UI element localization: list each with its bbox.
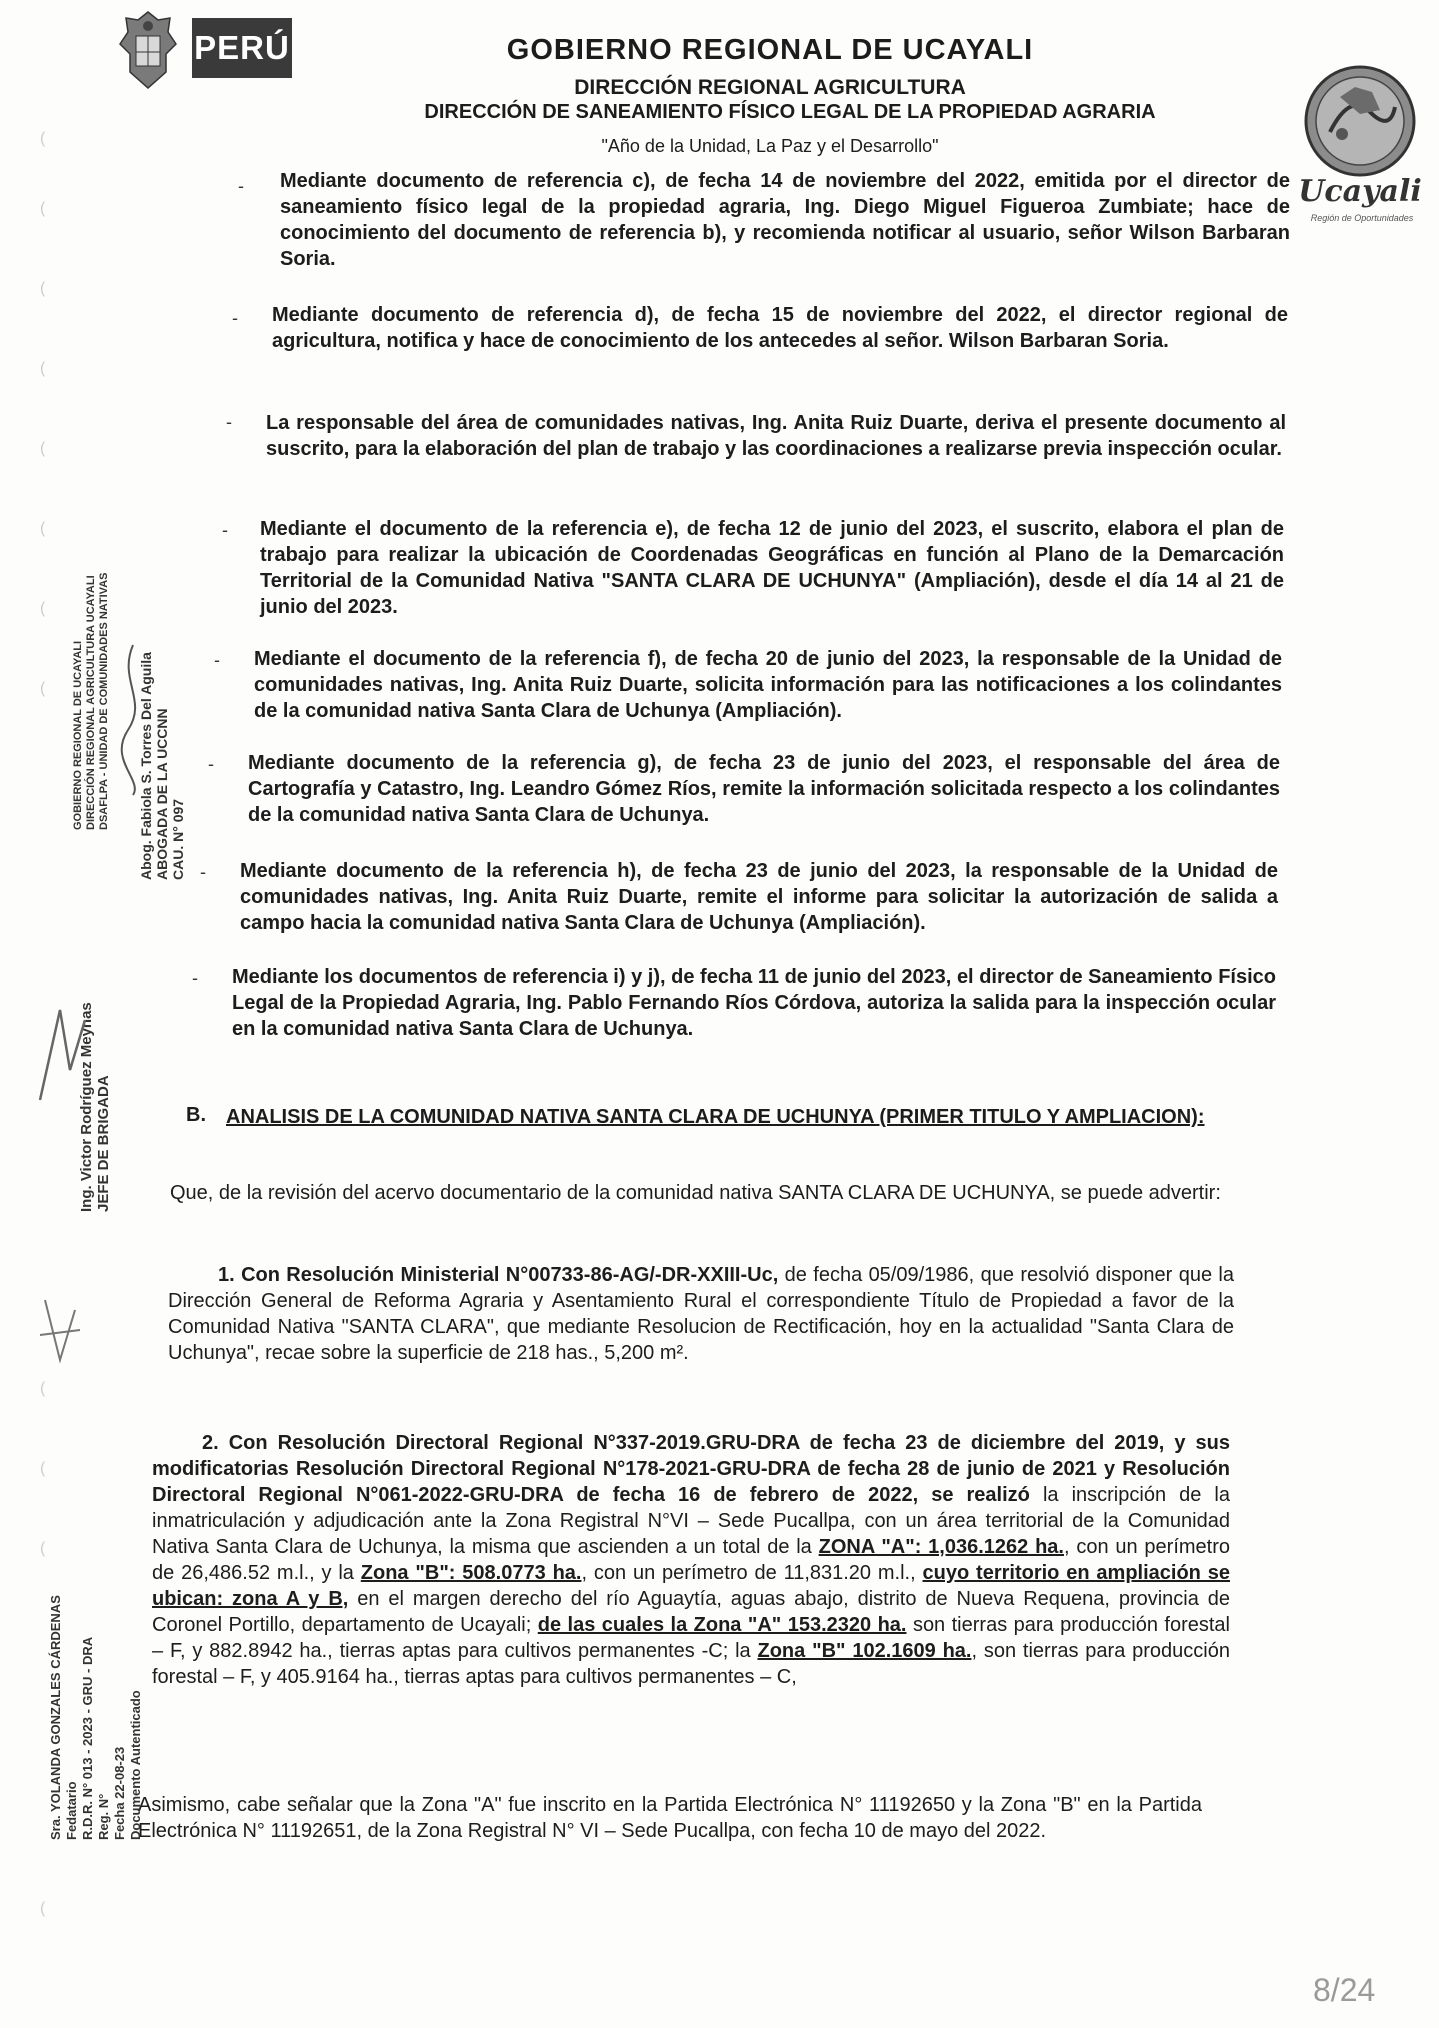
ucayali-logo-icon [1300, 62, 1420, 180]
stamp-fedatario-authenticated: Documento Autenticado [128, 1690, 143, 1840]
bullet-marker: - [238, 176, 244, 196]
stamp-abogada-role: ABOGADA DE LA UCCNN [154, 708, 170, 880]
stamp-government-line3: DSAFLPA - UNIDAD DE COMUNIDADES NATIVAS [98, 572, 110, 830]
stamp-government [72, 573, 111, 830]
item-2-resolutions: Con Resolución Directoral Regional N°337-2019.GRU-DRA de fecha 23 de diciembre del 2019, y sus modificatorias Resolución Directoral Regional N°178-2021-GRU-DRA de fecha 28 de junio de 2021 y Resolución Directoral Regional N°061-2022-GRU-DRA de fecha 16 de febrero de 2022, se realizó [152, 1432, 1230, 1506]
peru-badge: PERÚ [192, 18, 292, 78]
item-1-resolution: Con Resolución Ministerial N°00733-86-AG/-DR-XXIII-Uc, [241, 1264, 779, 1286]
section-letter: B. [186, 1104, 206, 1126]
stamp-government-line1: GOBIERNO REGIONAL DE UCAYALI [72, 640, 84, 830]
stamp-abogada-cau: CAU. N° 097 [170, 798, 186, 880]
item-2-text-c: , con un perímetro de 11,831.20 m.l., [581, 1562, 916, 1584]
header-office: DIRECCIÓN DE SANEAMIENTO FÍSICO LEGAL DE LA PROPIEDAD AGRARIA [424, 101, 1156, 123]
item-1-number: 1. [218, 1264, 235, 1286]
signature-fedatario-icon [30, 1290, 90, 1370]
bullet-marker: - [192, 968, 198, 988]
item-2-text-f: , son tierras para producción forestal – F, y 405.9164 ha., tierras aptas para cultivos permanentes – C, [152, 1640, 1230, 1688]
stamp-fedatario-rdr: R.D.R. N° 013 - 2023 - GRU - DRA [80, 1636, 95, 1840]
item-2-zona-b-forestal: Zona "B" 102.1609 ha. [757, 1640, 972, 1662]
bullet-marker: - [226, 412, 232, 432]
bullet-paragraph-5: Mediante el documento de la referencia f), de fecha 20 de junio del 2023, la responsable de la Unidad de comunidades nativas, Ing. Anita Ruiz Duarte, solicita información para las notificaciones a los colindantes de la comunidad nativa Santa Clara de Uchunya (Ampliación). [254, 648, 1282, 722]
bullet-paragraph-7: Mediante documento de la referencia h), de fecha 23 de junio del 2023, la responsable de la Unidad de comunidades nativas, Ing. Anita Ruiz Duarte, remite el informe para solicitar la autorización de salida a campo hacia la comunidad nativa Santa Clara de Uchunya (Ampliación). [240, 860, 1278, 934]
stamp-ingeniero-role: JEFE DE BRIGADA [95, 1075, 112, 1212]
stamp-fedatario-reg: Reg. N° [96, 1793, 111, 1840]
closing-paragraph: Asimismo, cabe señalar que la Zona "A" fue inscrito en la Partida Electrónica N° 11192650 y la Zona "B" en la Partida Electrónica N° 11192651, de la Zona Registral N° VI – Sede Pucallpa, con fecha 10 de mayo del 2022. [138, 1794, 1202, 1842]
item-2-cuales-zona-a: de las cuales la Zona "A" 153.2320 ha. [537, 1614, 907, 1636]
signature-ingeniero-icon [30, 1000, 90, 1110]
item-2-text-a: la inscripción de la inmatriculación y adjudicación ante la Zona Registral N°VI – Sede Pucallpa, con un área territorial de la Comunidad Nativa Santa Clara de Uchunya, la misma que ascienden a un total de la [152, 1484, 1230, 1558]
item-2-number: 2. [202, 1432, 219, 1454]
item-1-text: de fecha 05/09/1986, que resolvió disponer que la Dirección General de Reforma Agraria y Asentamiento Rural el correspondiente Título de Propiedad a favor de la Comunidad Nativa "SANTA CLARA", que mediante Resolucion de Rectificación, hoy en la actualidad "Santa Clara de Uchunya", recae sobre la superficie de 218 has., 5,200 m². [168, 1264, 1234, 1364]
item-2-zona-b: Zona "B": 508.0773 ha. [360, 1562, 582, 1584]
item-2-territorio: cuyo territorio en ampliación se ubican: zona A y B, [152, 1562, 1230, 1610]
bullet-marker: - [200, 862, 206, 882]
document-page: PERÚ GOBIERNO REGIONAL DE UCAYALI DIRECCIÓN REGIONAL AGRICULTURA DIRECCIÓN DE SANEAMIENTO FÍSICO LEGAL DE LA PROPIEDAD AGRARIA "Año de la Unidad, La Paz y el Desarrollo" Ucayali Región de Oportunidades - Mediante documento de referencia c), de fecha 14 de noviembre del 2022, emitida por el director de saneamiento físico legal de la propiedad agraria, Ing. Diego Miguel Figueroa Zumbiate; hace de conocimiento del documento de referencia b), y recomienda notificar al usuario, señor Wilson Barbaran Soria. - Mediante documento de referencia d), de fecha 15 de noviembre del 2022, el director regional de agricultura, notifica y hace de conocimiento de los antecedes al señor. Wilson Barbaran Soria. - La responsable del área de comunidades nativas, Ing. Anita Ruiz Duarte, deriva el presente documento al suscrito, para la elaboración del plan de trabajo y las coordinaciones a realizarse previa inspección ocular. - Mediante el documento de la referencia e), de fecha 12 de junio del 2023, el suscrito, elabora el plan de trabajo para realizar la ubicación de Coordenadas Geográficas en función al Plano de la Demarcación Territorial de la Comunidad Nativa "SANTA CLARA DE UCHUNYA" (Ampliación), desde el día 14 al 21 de junio del 2023. - Mediante el documento de la referencia f), de fecha 20 de junio del 2023, la responsable de la Unidad de comunidades nativas, Ing. Anita Ruiz Duarte, solicita información para las notificaciones a los colindantes de la comunidad nativa Santa Clara de Uchunya (Ampliación). - Mediante documento de la referencia g), de fecha 23 de junio del 2023, el responsable del área de Cartografía y Catastro, Ing. Leandro Gómez Ríos, remite la información solicitada respecto a los colindantes de la comunidad nativa Santa Clara de Uchunya. - Mediante documento de la referencia h), de fecha 23 de junio del 2023, la responsable de la Unidad de comunidades nativas, Ing. Anita Ruiz Duarte, remite el informe para solicitar la autorización de salida a campo hacia la comunidad nativa Santa Clara de Uchunya (Ampliación). - Mediante los documentos de referencia i) y j), de fecha 11 de junio del 2023, el director de Saneamiento Físico Legal de la Propiedad Agraria, Ing. Pablo Fernando Ríos Córdova, autoriza la salida para la inspección ocular en la comunidad nativa Santa Clara de Uchunya. B. ANALISIS DE LA COMUNIDAD NATIVA SANTA CLARA DE UCHUNYA (PRIMER TITULO Y AMPLIACION): Que, de la revisión del acervo documentario de la comunidad nativa SANTA CLARA DE UCHUNYA, se puede advertir: 1. Con Resolución Ministerial N°00733-86-AG/-DR-XXIII-Uc, de fecha 05/09/1986, que resolvió disponer que la Dirección General de Reforma Agraria y Asentamiento Rural el correspondiente Título de Propiedad a favor de la Comunidad Nativa "SANTA CLARA", que mediante Resolucion de Rectificación, hoy en la actualidad "Santa Clara de Uchunya", recae sobre la superficie de 218 has., 5,200 m². 2. Con Resolución Directoral Regional N°337-2019.GRU-DRA de fecha 23 de diciembre del 2019, y sus modificatorias Resolución Directoral Regional N°178-2021-GRU-DRA de fecha 28 de junio de 2021 y Resolución Directoral Regional N°061-2022-GRU-DRA de fecha 16 de febrero de 2022, se realizó la inscripción de la inmatriculación y adjudicación ante la Zona Registral N°VI – Sede Pucallpa, con un área territorial de la Comunidad Nativa Santa Clara de Uchunya, la misma que ascienden a un total de la ZONA "A": 1,036.1262 ha., con un perímetro de 26,486.52 m.l., y la Zona "B": 508.0773 ha., con un perímetro de 11,831.20 m.l., cuyo territorio en ampliación se ubican: zona A y B, en el margen derecho del río Aguaytía, aguas abajo, distrito de Nueva Requena, provincia de Coronel Portillo, departamento de Ucayali; de las cuales la Zona "A" 153.2320 ha. son tierras para producción forestal – F, y 882.8942 ha., tierras aptas para cultivos permanentes -C; la Zona "B" 102.1609 ha., son tierras para producción forestal – F, y 405.9164 ha., tierras aptas para cultivos permanentes – C, Asimismo, cabe señalar que la Zona "A" fue inscrito en la Partida Electrónica N° 11192650 y la Zona "B" en la Partida Electrónica N° 11192651, de la Zona Registral N° VI – Sede Pucallpa, con fecha 10 de mayo del 2022. GOBIERNO REGIONAL DE UCAYALI DIRECCIÓN REGIONAL AGRICULTURA UCAYALI DSAFLPA - UNIDAD DE COMUNIDADES NATIVAS Abog. Fabiola S. Torres Del Aguila ABOGADA DE LA UCCNN CAU. N° 097 Ing. Victor Rodríguez Meynas JEFE DE BRIGADA Sra. YOLANDA GONZALES CÁRDENAS Fedatario R.D.R. N° 013 - 2023 - GRU - DRA Reg. N° Fecha 22-08-23 Documento Autenticado ( ( ( ( ( ( ( ( ( ( ( ( 8/24 [0, 0, 1439, 2028]
bullet-paragraph-1: Mediante documento de referencia c), de fecha 14 de noviembre del 2022, emitida por el director de saneamiento físico legal de la propiedad agraria, Ing. Diego Miguel Figueroa Zumbiate; hace de conocimiento del documento de referencia b), y recomienda notificar al usuario, señor Wilson Barbaran Soria. [280, 170, 1290, 270]
stamp-abogada-name: Abog. Fabiola S. Torres Del Aguila [138, 652, 154, 880]
bullet-marker: - [232, 308, 238, 328]
bullet-marker: - [208, 754, 214, 774]
header-motto: "Año de la Unidad, La Paz y el Desarrollo" [601, 136, 939, 156]
section-title: ANALISIS DE LA COMUNIDAD NATIVA SANTA CLARA DE UCHUNYA (PRIMER TITULO Y AMPLIACION): [226, 1106, 1205, 1128]
stamp-fedatario [48, 1595, 144, 1840]
stamp-fedatario-date: Fecha 22-08-23 [112, 1746, 127, 1840]
item-2-text-e: son tierras para producción forestal – F, y 882.8942 ha., tierras aptas para cultivos permanentes -C; la [152, 1614, 1230, 1662]
bullet-paragraph-2: Mediante documento de referencia d), de fecha 15 de noviembre del 2022, el director regional de agricultura, notifica y hace de conocimiento de los antecedes al señor. Wilson Barbaran Soria. [272, 304, 1288, 352]
signature-abogada-icon [108, 640, 158, 800]
stamp-ingeniero-name: Ing. Victor Rodríguez Meynas [78, 1002, 95, 1212]
bullet-marker: - [222, 520, 228, 540]
peru-coat-of-arms-icon [108, 10, 188, 92]
item-2-text-b: , con un perímetro de 26,486.52 m.l., y la [152, 1536, 1231, 1584]
item-2-text-d: en el margen derecho del río Aguaytía, aguas abajo, distrito de Nueva Requena, provincia de Coronel Portillo, departamento de Ucayali; [152, 1588, 1231, 1636]
header-government: GOBIERNO REGIONAL DE UCAYALI [506, 34, 1034, 66]
logo-tagline: Región de Oportunidades [1310, 213, 1414, 223]
header-direction: DIRECCIÓN REGIONAL AGRICULTURA [574, 76, 966, 99]
item-2-zona-a: ZONA "A": 1,036.1262 ha. [818, 1536, 1064, 1558]
bullet-paragraph-4: Mediante el documento de la referencia e), de fecha 12 de junio del 2023, el suscrito, elabora el plan de trabajo para realizar la ubicación de Coordenadas Geográficas en función al Plano de la Demarcación Territorial de la Comunidad Nativa "SANTA CLARA DE UCHUNYA" (Ampliación), desde el día 14 al 21 de junio del 2023. [260, 518, 1284, 618]
bullet-paragraph-3: La responsable del área de comunidades nativas, Ing. Anita Ruiz Duarte, deriva el presente documento al suscrito, para la elaboración del plan de trabajo y las coordinaciones a realizarse previa inspección ocular. [266, 412, 1286, 460]
stamp-government-line2: DIRECCIÓN REGIONAL AGRICULTURA UCAYALI [85, 575, 97, 830]
item-1-paragraph [168, 1262, 1234, 1366]
section-intro: Que, de la revisión del acervo documentario de la comunidad nativa SANTA CLARA DE UCHUNYA, se puede advertir: [170, 1182, 1221, 1204]
logo-wordmark: Ucayali [1298, 174, 1422, 209]
item-2-paragraph [152, 1430, 1230, 1690]
stamp-fedatario-role: Fedatario [64, 1781, 79, 1840]
bullet-marker: - [214, 650, 220, 670]
stamp-fedatario-name: Sra. YOLANDA GONZALES CÁRDENAS [48, 1595, 63, 1840]
bullet-paragraph-8: Mediante los documentos de referencia i) y j), de fecha 11 de junio del 2023, el director de Saneamiento Físico Legal de la Propiedad Agraria, Ing. Pablo Fernando Ríos Córdova, autoriza la salida para la inspección ocular en la comunidad nativa Santa Clara de Uchunya. [232, 966, 1276, 1040]
page-number: 8/24 [1313, 1972, 1376, 2008]
bullet-paragraph-6: Mediante documento de la referencia g), de fecha 23 de junio del 2023, el responsable del área de Cartografía y Catastro, Ing. Leandro Gómez Ríos, remite la información solicitada respecto a los colindantes de la comunidad nativa Santa Clara de Uchunya. [248, 752, 1280, 826]
